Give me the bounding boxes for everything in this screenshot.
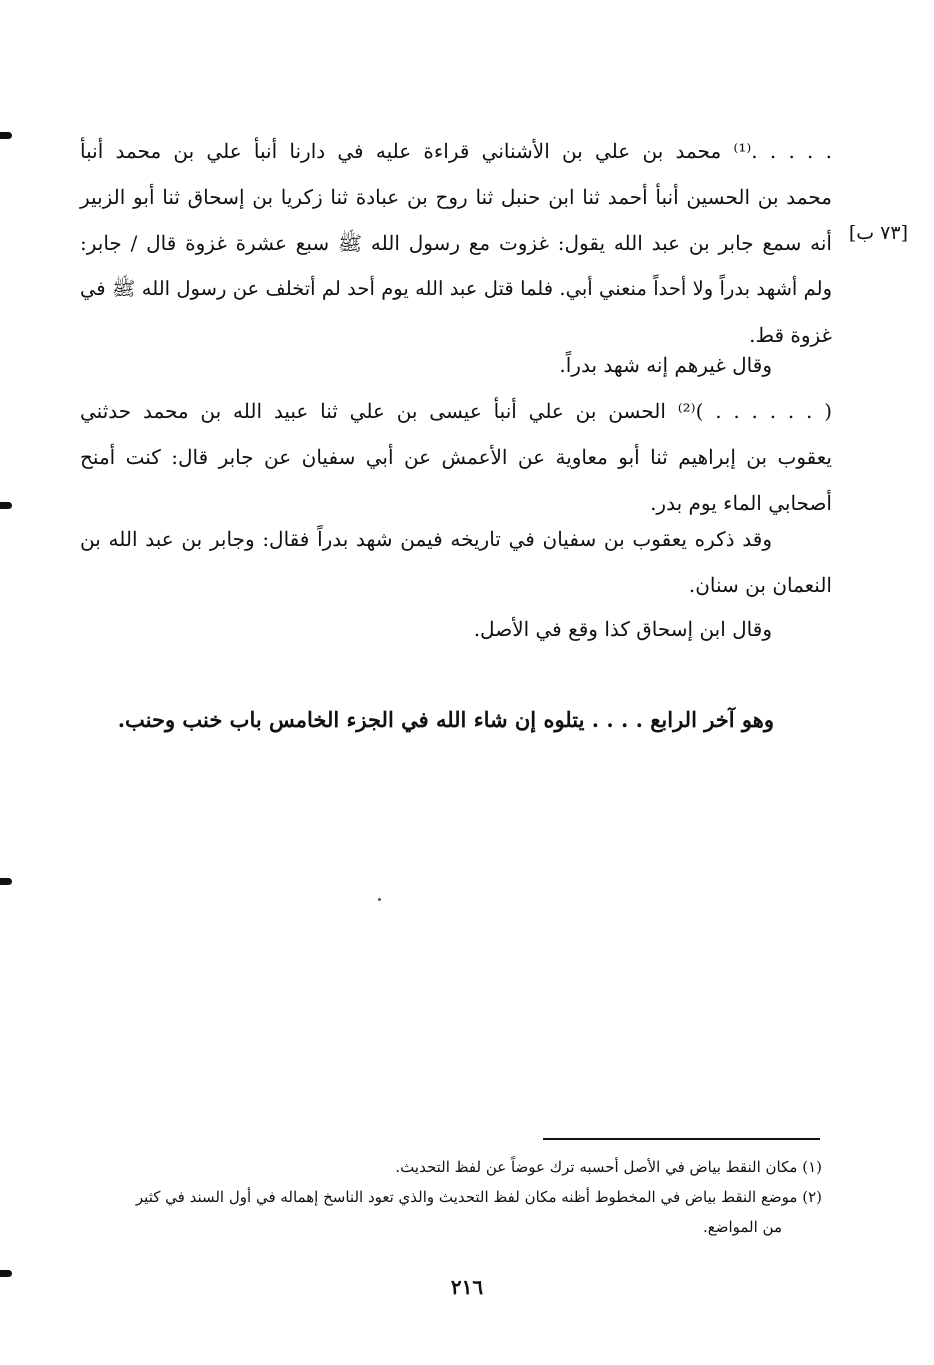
scan-margin-mark	[0, 502, 12, 509]
scan-speck	[378, 898, 381, 901]
text-line: يعقوب بن إبراهيم ثنا أبو معاوية عن الأعمش عن أبي سفيان عن جابر قال: كنت أمنح	[80, 445, 832, 469]
footnote-1: (١) مكان النقط بياض في الأصل أحسبه ترك عوضاً عن لفظ التحديث.	[395, 1158, 822, 1176]
page-number: ٢١٦	[450, 1275, 484, 1299]
footnotes	[70, 1152, 822, 1242]
text-line: غزوة قط.	[749, 323, 832, 347]
scan-margin-mark	[0, 132, 12, 139]
scan-margin-mark	[0, 878, 12, 885]
paragraph-hadith-1	[80, 128, 832, 358]
text-line: وقد ذكره يعقوب بن سفيان في تاريخه فيمن شهد بدراً فقال: وجابر بن عبد الله بن	[80, 527, 772, 551]
text-line: أصحابي الماء يوم بدر.	[650, 491, 832, 515]
text-line: . . . . .⁽¹⁾ محمد بن علي بن الأشناني قراءة عليه في دارنا أنبأ علي بن محمد أنبأ	[80, 139, 832, 163]
text-line: أنه سمع جابر بن عبد الله يقول: غزوت مع رسول الله ﷺ سبع عشرة غزوة قال / جابر:	[80, 231, 832, 255]
footnote-2-continuation: من المواضع.	[702, 1218, 782, 1236]
text-line: ( . . . . . . )⁽²⁾ الحسن بن علي أنبأ عيسى بن علي ثنا عبيد الله بن محمد حدثني	[80, 399, 833, 423]
text-line: وقال ابن إسحاق كذا وقع في الأصل.	[473, 617, 772, 641]
text-line: وقال غيرهم إنه شهد بدراً.	[559, 353, 772, 377]
closing-note: وهو آخر الرابع . . . . يتلوه إن شاء الله في الجزء الخامس باب خنب وحنب.	[117, 707, 774, 732]
paragraph-others-said	[80, 342, 832, 388]
text-line: ولم أشهد بدراً ولا أحداً منعني أبي. فلما قتل عبد الله يوم أحد لم أتخلف عن رسول الله ﷺ في	[80, 277, 832, 300]
footnote-2: (٢) موضع النقط بياض في المخطوط أظنه مكان لفظ التحديث والذي تعود الناسخ إهماله في أول السند في كثير	[135, 1188, 822, 1206]
footnote-divider	[543, 1138, 820, 1140]
paragraph-yaqub-mention	[80, 516, 832, 608]
text-line: النعمان بن سنان.	[688, 573, 832, 597]
folio-marker: [٧٣ ب]	[848, 222, 908, 244]
paragraph-ibn-ishaq	[80, 606, 832, 652]
paragraph-hadith-2	[80, 388, 832, 526]
text-line: محمد بن الحسين أنبأ أحمد ثنا ابن حنبل ثنا روح بن عبادة ثنا زكريا بن إسحاق ثنا أبو الزبير	[80, 185, 832, 209]
